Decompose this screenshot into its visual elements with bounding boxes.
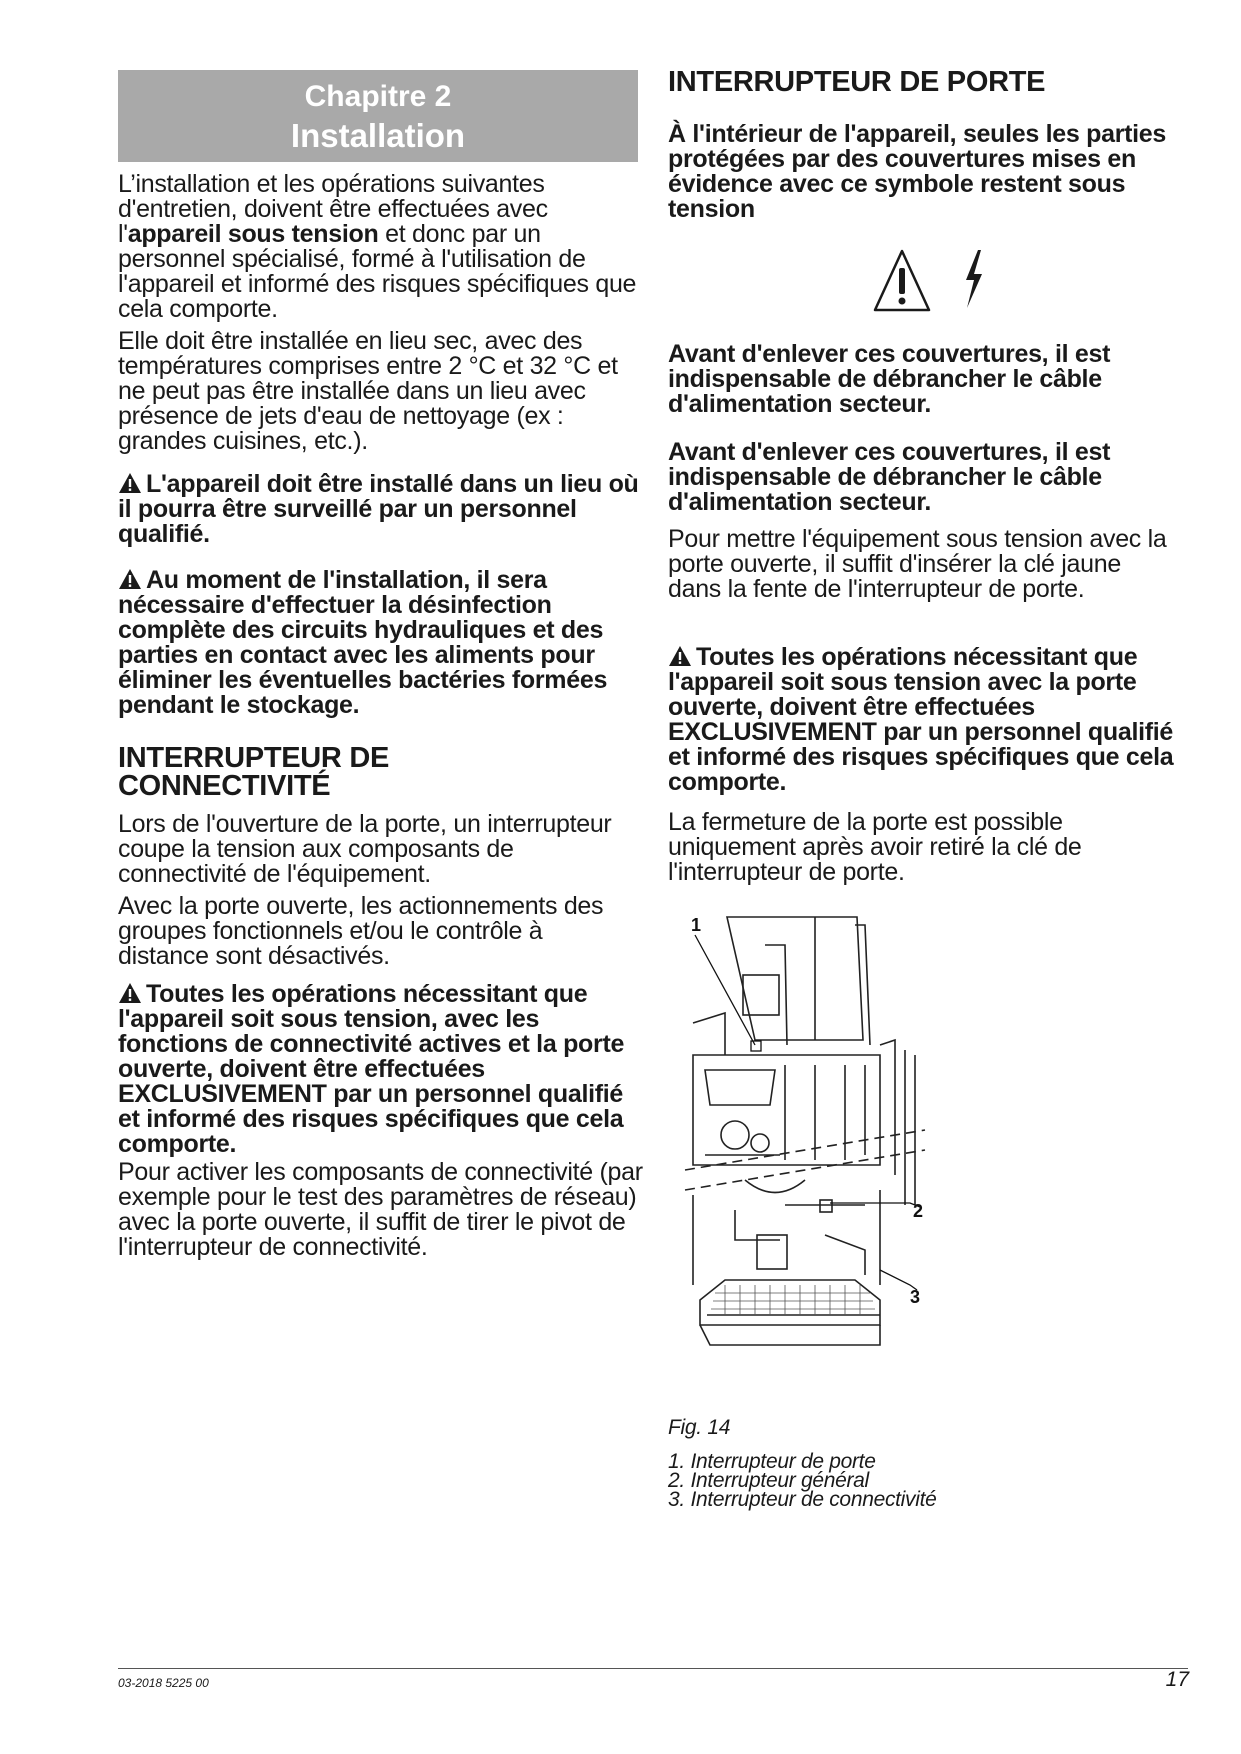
legend-item: 1. Interrupteur de porte	[668, 1450, 876, 1473]
location-paragraph: Elle doit être installée en lieu sec, avec des températures comprises entre 2 °C et 32 °C et ne peut pas être installée dans un lieu avec présence de jets d'eau de nettoyage (ex : grandes cuisines, etc.).	[118, 327, 618, 455]
disconnect-notice-2: Avant d'enlever ces couvertures, il est indispensable de débrancher le câble d'alimentation secteur.	[668, 438, 1111, 516]
lightning-bolt-icon	[962, 250, 986, 312]
legend-item: 2. Interrupteur général	[668, 1469, 869, 1492]
warning-icon	[118, 982, 142, 1004]
callout-1: 1	[691, 915, 702, 935]
emphasis-text: appareil sous tension	[127, 220, 379, 248]
figure-caption: Fig. 14	[668, 1416, 731, 1439]
connectivity-activation: Pour activer les composants de connectivité (par exemple pour le test des paramètres de réseau) avec la porte ouverte, il suffit de tirer le pivot de l'interrupteur de connectivité.	[118, 1158, 643, 1261]
callout-3: 3	[910, 1287, 921, 1307]
warning-connectivity: Toutes les opérations nécessitant que l'appareil soit sous tension, avec les fonctions de connectivité actives et la porte ouverte, doivent être effectuées EXCLUSIVEMENT par un personnel qualifié et informé des risques spécifiques que cela comporte.	[118, 980, 625, 1158]
warning-icon	[118, 472, 142, 494]
warning-surveillance: L'appareil doit être installé dans un lieu où il pourra être surveillé par un personnel qualifié.	[118, 470, 639, 548]
door-key-paragraph: Pour mettre l'équipement sous tension avec la porte ouverte, il suffit d'insérer la clé jaune dans la fente de l'interrupteur de porte.	[668, 525, 1167, 603]
heading-connectivity: INTERRUPTEUR DE CONNECTIVITÉ	[118, 742, 390, 802]
coffee-machine-drawing	[665, 905, 945, 1365]
intro-paragraph: L’installation et les opérations suivantes d'entretien, doivent être effectuées avec l'appareil sous tension et donc par un personnel spécialisé, formé à l'utilisation de l'appareil et informé des risques spécifiques que cela comporte.	[118, 170, 637, 323]
warning-icon	[668, 645, 692, 667]
page-number: 17	[1165, 1668, 1189, 1691]
warning-triangle-icon	[872, 248, 932, 314]
disconnect-notice-1: Avant d'enlever ces couvertures, il est indispensable de débrancher le câble d'alimentation secteur.	[668, 340, 1111, 418]
left-column	[118, 172, 638, 461]
warning-icon	[118, 568, 142, 590]
live-parts-notice: À l'intérieur de l'appareil, seules les parties protégées par des couvertures mises en évidence avec ce symbole restent sous tension	[668, 120, 1166, 223]
callout-2: 2	[913, 1201, 924, 1221]
door-closing-paragraph: La fermeture de la porte est possible uniquement après avoir retiré la clé de l'interrupteur de porte.	[668, 808, 1082, 886]
footer-divider	[118, 1668, 1188, 1669]
warning-disinfection: Au moment de l'installation, il sera nécessaire d'effectuer la désinfection complète des circuits hydrauliques et des parties en contact avec les aliments pour éliminer les éventuelles bactéries formées pendant le stockage.	[118, 566, 608, 719]
connectivity-paragraph-2: Avec la porte ouverte, les actionnements des groupes fonctionnels et/ou le contrôle à distance sont désactivés.	[118, 892, 604, 970]
legend-item: 3. Interrupteur de connectivité	[668, 1488, 937, 1511]
figure-legend	[668, 1452, 1068, 1509]
connectivity-text	[118, 812, 638, 976]
chapter-number: Chapitre 2	[304, 80, 452, 113]
connectivity-paragraph-1: Lors de l'ouverture de la porte, un interrupteur coupe la tension aux composants de connectivité de l'équipement.	[118, 810, 612, 888]
document-code: 03-2018 5225 00	[118, 1676, 209, 1690]
machine-figure	[665, 905, 945, 1365]
chapter-banner	[118, 70, 638, 162]
chapter-title: Installation	[290, 117, 466, 154]
warning-door-open: Toutes les opérations nécessitant que l'appareil soit sous tension avec la porte ouverte, doivent être effectuées EXCLUSIVEMENT par un personnel qualifié et informé des risques spécifiques que cela comporte.	[668, 643, 1174, 796]
heading-door-switch: INTERRUPTEUR DE PORTE	[668, 66, 1046, 98]
